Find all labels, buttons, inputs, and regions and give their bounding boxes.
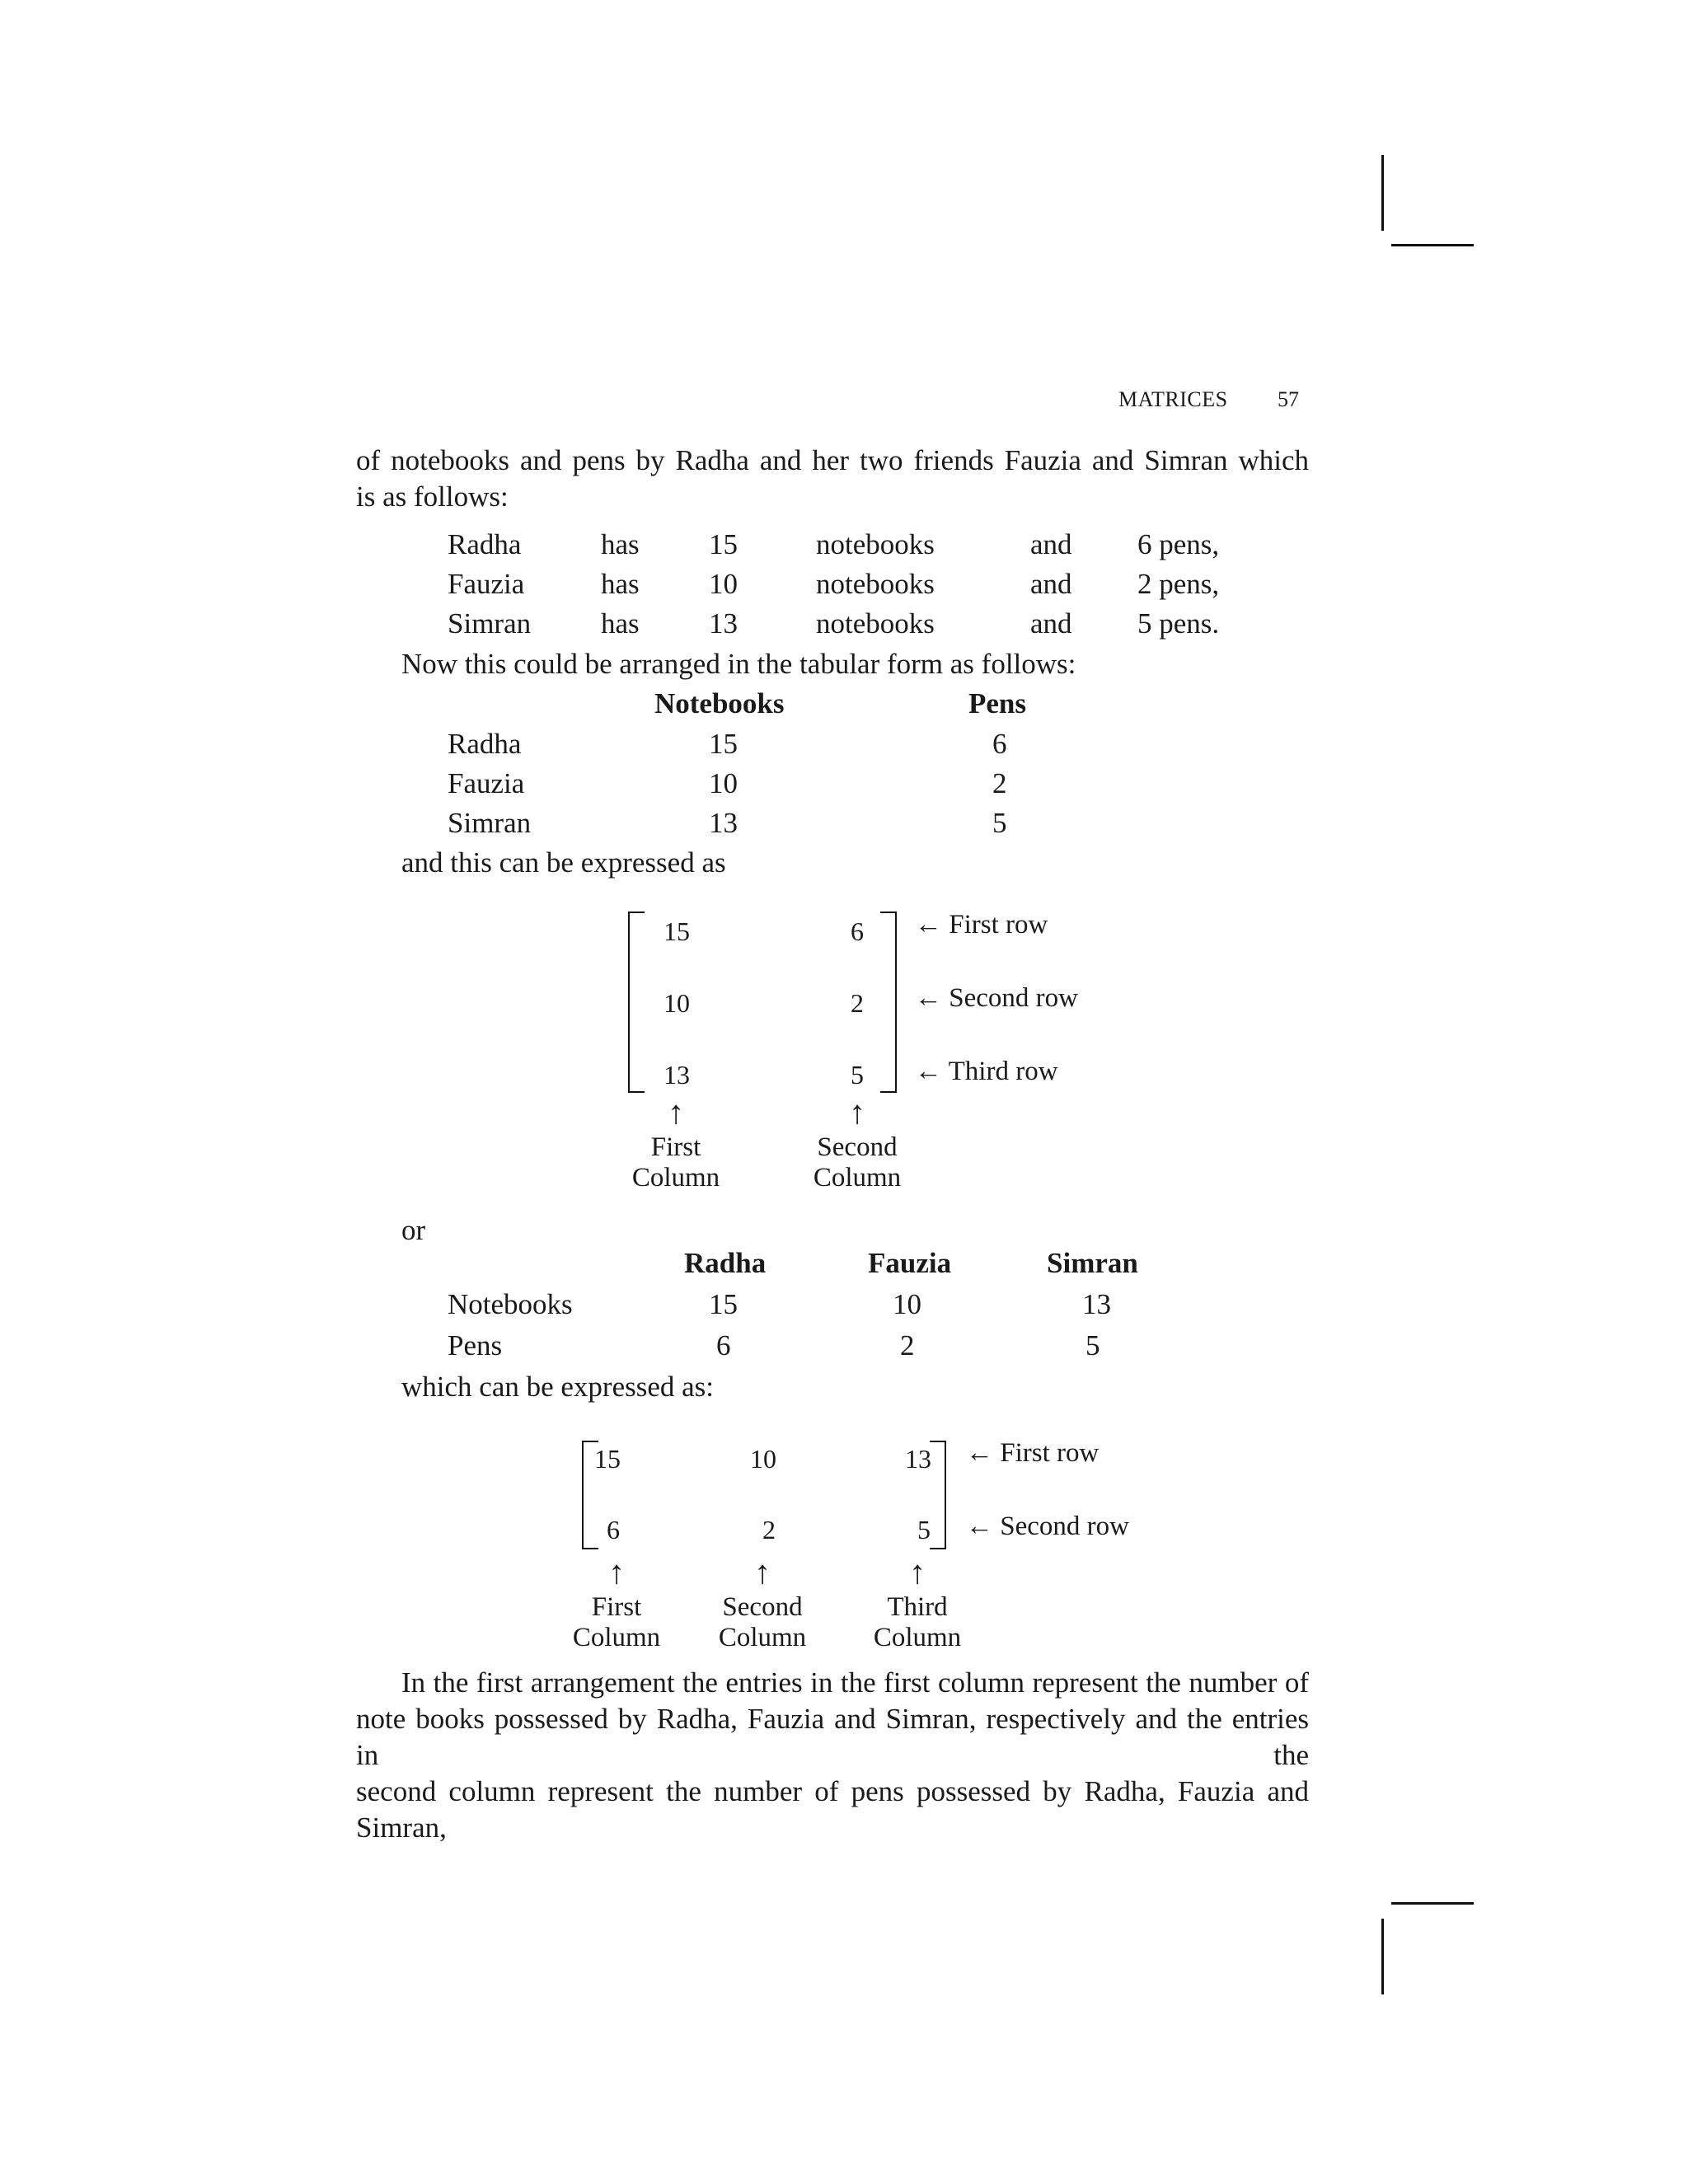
column-label-line: Column [873,1623,962,1652]
row-label-first: ← First row [915,910,1048,940]
table-header-pens: Pens [968,687,1026,719]
column-label-third [847,1592,987,1653]
matrix-entry: 5 [917,1515,931,1544]
table-cell: 13 [709,807,738,839]
table-row-label: Radha [448,728,522,760]
up-arrow-icon: ↑ [754,1554,771,1591]
column-label-first [606,1132,746,1193]
matrix-entry: 10 [663,988,690,1018]
matrix-entry: 13 [905,1444,931,1474]
statement-count: 10 [709,568,738,600]
matrix-entry: 2 [851,988,864,1018]
table-header-radha: Radha [684,1247,767,1279]
up-arrow-icon: ↑ [849,1094,865,1131]
table-cell: 2 [900,1329,915,1361]
statement-name: Simran [448,607,532,640]
table-cell: 13 [1082,1288,1111,1320]
table-header-simran: Simran [1047,1247,1138,1279]
statement-count: 13 [709,607,738,640]
matrix-entry: 15 [594,1444,621,1474]
closing-paragraph [356,1665,1309,1846]
statement-verb: has [601,607,640,640]
intro-line-1: of notebooks and pens by Radha and her two friends Fauzia and Simran which [356,444,1309,476]
column-label-line: First [591,1592,642,1622]
tabular-intro-text: Now this could be arranged in the tabular form as follows: [401,648,1076,680]
statement-name: Fauzia [448,568,525,600]
statement-item: notebooks [816,528,935,560]
expressed-as-text-1: and this can be expressed as [401,846,726,879]
closing-line-2: note books possessed by Radha, Fauzia and Simran, respectively and the entries in the [356,1703,1309,1771]
statement-conj: and [1030,607,1072,640]
column-label-line: Column [718,1623,807,1652]
running-header-title: MATRICES [1118,387,1228,411]
matrix-right-bracket [930,1441,946,1549]
column-label-line: Column [572,1623,661,1652]
row-label-second: ← Second row [966,1511,1129,1541]
row-label-first: ← First row [966,1438,1100,1468]
row-label-second: ← Second row [915,983,1078,1013]
table-cell: 15 [709,728,738,760]
row-label-third: ← Third row [915,1057,1058,1086]
statement-pens: 5 pens. [1137,607,1220,640]
statement-item: notebooks [816,607,935,640]
statement-count: 15 [709,528,738,560]
matrix-right-bracket [880,912,897,1093]
statement-verb: has [601,528,640,560]
statement-item: notebooks [816,568,935,600]
up-arrow-icon: ↑ [909,1554,926,1591]
column-label-line: Second [817,1132,898,1162]
column-label-second [692,1592,832,1653]
column-label-second [787,1132,927,1193]
statement-name: Radha [448,528,522,560]
matrix-entry: 15 [663,916,690,946]
table-row-label: Pens [448,1329,503,1361]
page-number: 57 [1278,387,1299,411]
matrix-entry: 6 [607,1515,620,1544]
up-arrow-icon: ↑ [608,1554,625,1591]
matrix-entry: 2 [762,1515,776,1544]
matrix-entry: 13 [663,1060,690,1090]
matrix-left-bracket [628,912,645,1093]
column-label-line: Column [631,1163,720,1193]
table-cell: 2 [992,767,1007,799]
table-header-fauzia: Fauzia [868,1247,952,1279]
column-label-line: Column [813,1163,902,1193]
table-cell: 6 [716,1329,731,1361]
table-row-label: Notebooks [448,1288,573,1320]
table-cell: 5 [1085,1329,1100,1361]
closing-line-3: second column represent the number of pens possessed by Radha, Fauzia and Simran, [356,1775,1309,1844]
column-label-line: Second [722,1592,803,1622]
closing-line-1: In the first arrangement the entries in the first column represent the number of [401,1666,1309,1699]
crop-mark-top-horizontal [1391,244,1474,246]
table-cell: 10 [709,767,738,799]
column-label-line: First [650,1132,701,1162]
statement-pens: 2 pens, [1137,568,1220,600]
table-cell: 6 [992,728,1007,760]
table-row-label: Fauzia [448,767,525,799]
statement-verb: has [601,568,640,600]
table-header-notebooks: Notebooks [654,687,785,719]
table-cell: 15 [709,1288,738,1320]
matrix-entry: 10 [750,1444,776,1474]
matrix-entry: 5 [851,1060,864,1090]
intro-paragraph [356,443,1309,515]
table-cell: 10 [893,1288,921,1320]
statement-conj: and [1030,568,1072,600]
table-row-label: Simran [448,807,532,839]
matrix-entry: 6 [851,916,864,946]
crop-mark-top-vertical [1381,155,1384,231]
expressed-as-text-2: which can be expressed as: [401,1371,715,1403]
table-cell: 5 [992,807,1007,839]
crop-mark-bottom-vertical [1381,1919,1384,1994]
statement-conj: and [1030,528,1072,560]
crop-mark-bottom-horizontal [1391,1902,1474,1905]
up-arrow-icon: ↑ [668,1094,684,1131]
column-label-first [546,1592,687,1653]
column-label-line: Third [887,1592,948,1622]
intro-line-2: is as follows: [356,480,509,513]
statement-pens: 6 pens, [1137,528,1220,560]
or-text: or [401,1214,426,1246]
